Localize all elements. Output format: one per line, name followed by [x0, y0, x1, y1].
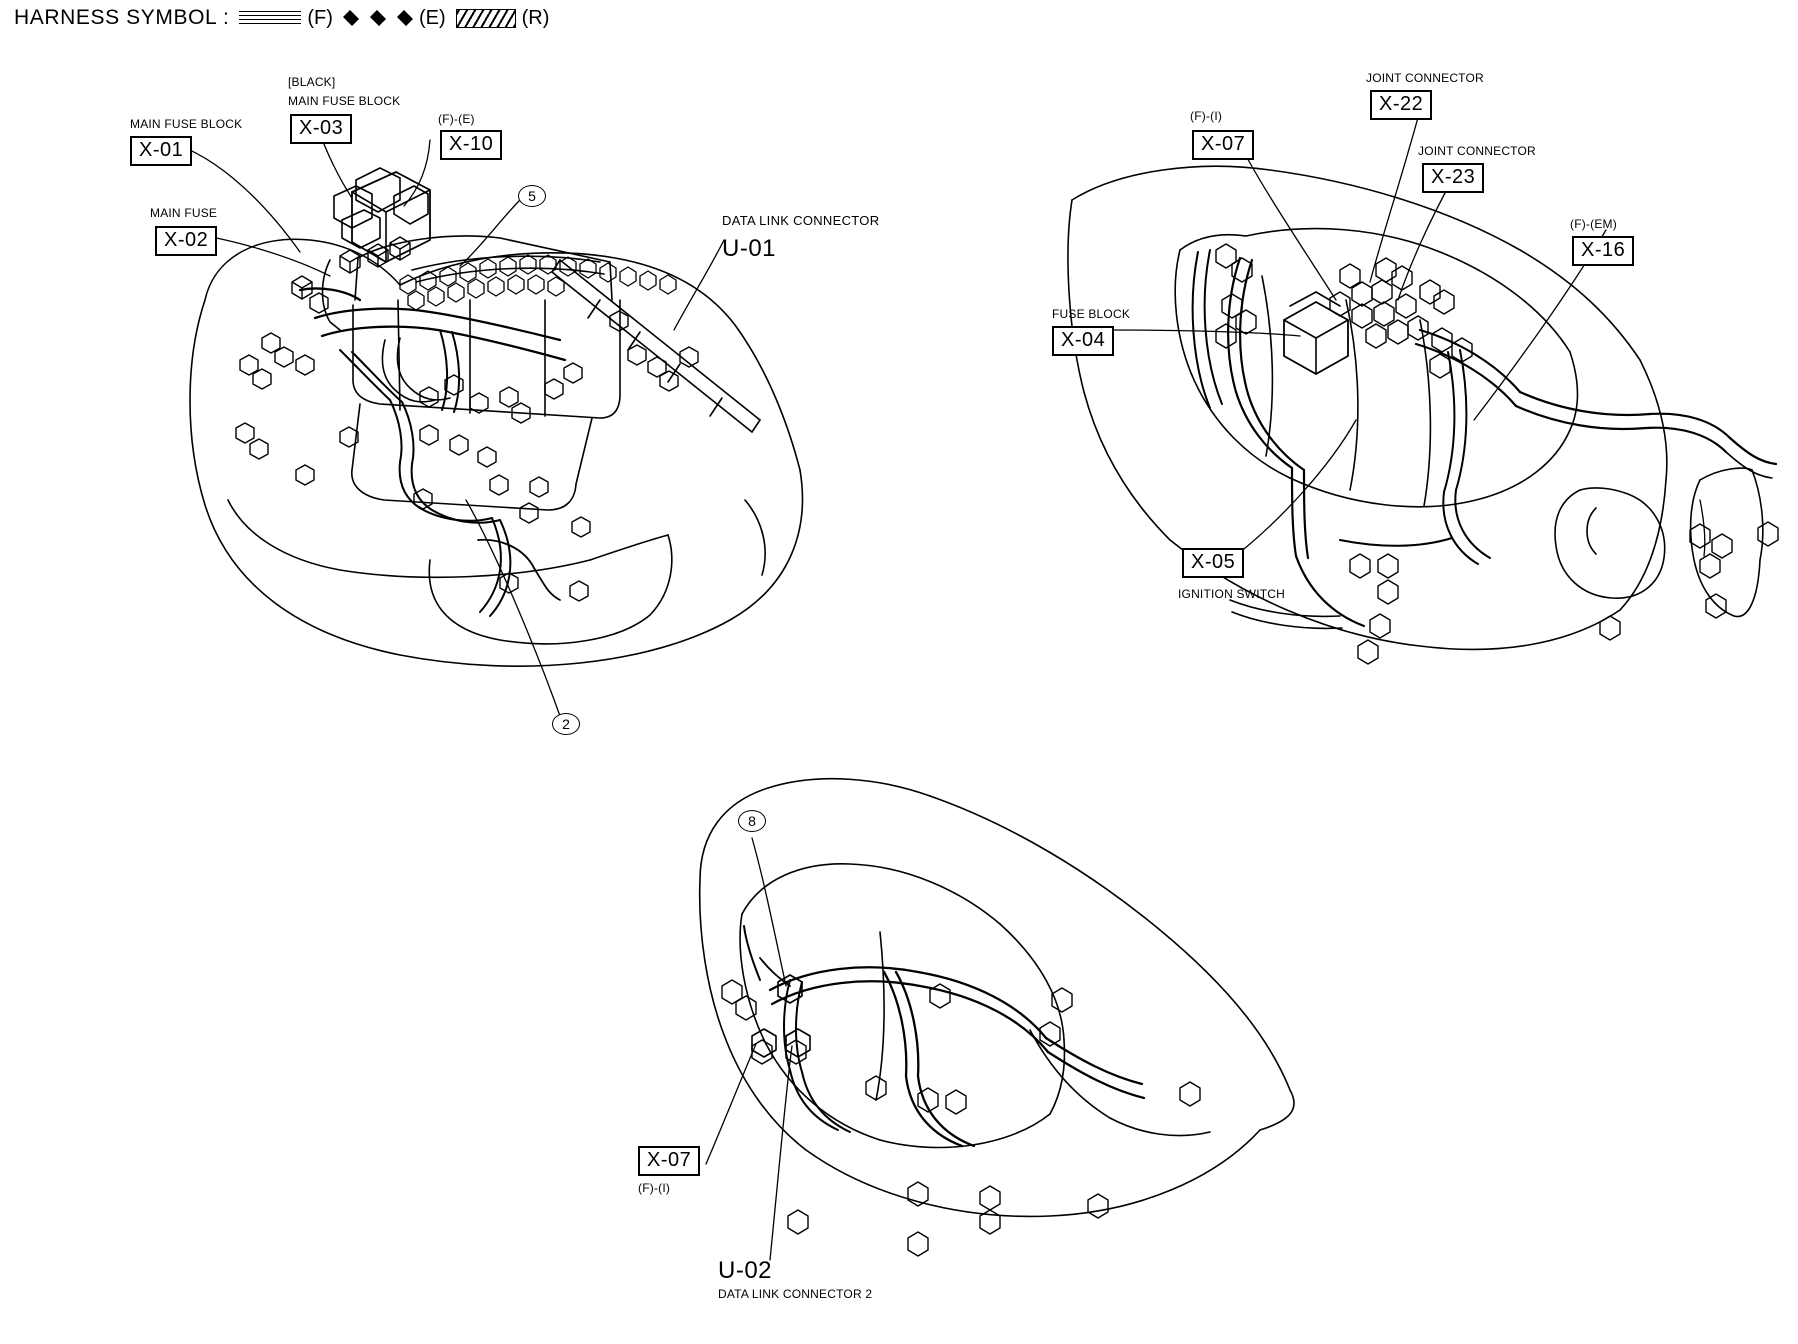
harness-code-f-i-label-dash: (F)-(I): [1190, 109, 1223, 123]
ignition-switch-label: IGNITION SWITCH: [1178, 587, 1285, 601]
legend-tag-e: (E): [418, 6, 446, 29]
joint-connector-label-2: JOINT CONNECTOR: [1418, 144, 1536, 158]
connector-x07-box-dash[interactable]: X-07: [1192, 130, 1254, 160]
connector-x05-box[interactable]: X-05: [1182, 548, 1244, 578]
callout-5: 5: [518, 185, 546, 207]
main-fuse-label: MAIN FUSE: [150, 206, 218, 220]
main-fuse-block-label: MAIN FUSE BLOCK: [130, 117, 243, 131]
black-tag-label: [BLACK]: [288, 75, 336, 89]
black-main-fuse-block-label: MAIN FUSE BLOCK: [288, 94, 401, 108]
connector-x02-box[interactable]: X-02: [155, 226, 217, 256]
connector-x07-box-lower[interactable]: X-07: [638, 1146, 700, 1176]
connector-x23-box[interactable]: X-23: [1422, 163, 1484, 193]
callout-8: 8: [738, 810, 766, 832]
connector-u02-label[interactable]: U-02: [718, 1257, 773, 1284]
connector-x16-box[interactable]: X-16: [1572, 236, 1634, 266]
harness-symbol-title: HARNESS SYMBOL :: [14, 6, 230, 29]
connector-x04-box[interactable]: X-04: [1052, 326, 1114, 356]
harness-code-f-em-label: (F)-(EM): [1570, 217, 1617, 231]
connector-x22-box[interactable]: X-22: [1370, 90, 1432, 120]
data-link-connector-2-label: DATA LINK CONNECTOR 2: [718, 1287, 873, 1301]
harness-code-f-i-label-lower: (F)-(I): [638, 1181, 671, 1195]
harness-code-f-e-label: (F)-(E): [438, 112, 475, 126]
legend-tag-f: (F): [307, 6, 333, 29]
legend-tag-r: (R): [521, 6, 550, 29]
fuse-block-label: FUSE BLOCK: [1052, 307, 1131, 321]
data-link-connector-label: DATA LINK CONNECTOR: [722, 213, 880, 228]
joint-connector-label-1: JOINT CONNECTOR: [1366, 71, 1484, 85]
connector-u01-label[interactable]: U-01: [722, 235, 777, 262]
connector-x10-box[interactable]: X-10: [440, 130, 502, 160]
connector-x03-box[interactable]: X-03: [290, 114, 352, 144]
connector-x01-box[interactable]: X-01: [130, 136, 192, 166]
callout-2: 2: [552, 713, 580, 735]
